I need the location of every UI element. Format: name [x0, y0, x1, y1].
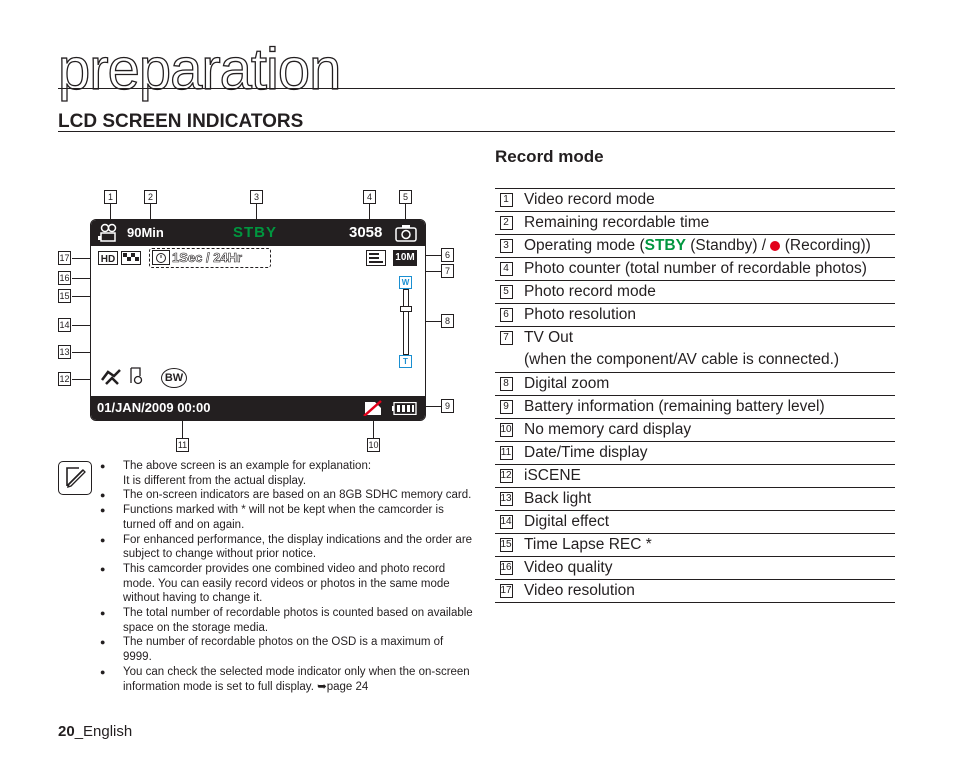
digital-effect-badge: BW [161, 368, 187, 388]
callout-number: 14 [59, 320, 70, 330]
legend-number: 3 [495, 235, 517, 257]
legend-row [495, 212, 895, 235]
video-camera-icon [98, 223, 120, 243]
callout-leader [373, 418, 374, 438]
section-title: LCD SCREEN INDICATORS [58, 111, 304, 132]
legend-number: 16 [500, 562, 512, 574]
callout-number: 4 [363, 190, 376, 204]
zoom-wide-label: W [399, 276, 412, 289]
legend-row [495, 580, 895, 603]
legend-row [495, 396, 895, 419]
stby-label: STBY [644, 237, 686, 254]
video-quality-icon [121, 251, 141, 265]
callout-number: 7 [441, 264, 454, 278]
legend-number: 7 [495, 327, 517, 349]
legend-row [495, 188, 895, 212]
iscene-icon [98, 366, 126, 388]
legend-number: 14 [500, 516, 512, 528]
page-number: 20 [58, 723, 75, 740]
callout-number: 1 [104, 190, 117, 204]
note-item: ● The on-screen indicators are based on an 8GB SDHC memory card. [100, 488, 475, 503]
record-mode-title: Record mode [495, 147, 604, 166]
zoom-handle[interactable] [400, 306, 412, 312]
zoom-tele-label: T [399, 355, 412, 368]
time-lapse-value: 1Sec / 24Hr [172, 250, 243, 265]
legend-row [495, 281, 895, 304]
legend-row [495, 327, 895, 373]
callout-number: 11 [177, 440, 188, 450]
footer-language: _English [74, 723, 133, 740]
page-footer [58, 723, 132, 740]
chapter-divider [58, 88, 895, 89]
legend-text: Video record mode [524, 191, 655, 208]
lcd-bottom-bar [91, 396, 425, 420]
legend-table [495, 188, 895, 603]
legend-row [495, 419, 895, 442]
legend-number: 1 [495, 189, 517, 211]
note-item: ● For enhanced performance, the display indications and the order are subject to change without prior notice. [100, 533, 475, 562]
callout-number: 5 [399, 190, 412, 204]
legend-row [495, 534, 895, 557]
hd-resolution-icon [98, 251, 118, 265]
legend-number: 6 [495, 304, 517, 326]
legend-row [495, 373, 895, 396]
legend-number: 15 [500, 539, 512, 551]
legend-text: Photo resolution [524, 306, 637, 323]
callout-number: 9 [441, 399, 454, 413]
lcd-top-bar [91, 220, 425, 246]
no-memory-card-icon [363, 400, 383, 416]
callout-number: 2 [144, 190, 157, 204]
legend-text: Digital zoom [524, 375, 610, 392]
legend-text: iSCENE [524, 467, 581, 484]
time-lapse-indicator [149, 248, 271, 268]
callout-number: 17 [59, 253, 70, 263]
legend-number: 9 [495, 396, 517, 418]
battery-icon [392, 402, 418, 415]
legend-number: 13 [500, 493, 512, 505]
legend-number: 11 [500, 447, 512, 459]
legend-text: Operating mode (STBY (Standby) / (Recording)) [524, 237, 871, 254]
callout-leader [182, 418, 183, 438]
note-icon [58, 461, 92, 495]
photo-camera-icon [395, 224, 417, 242]
legend-number: 5 [495, 281, 517, 303]
lcd-screen-example [90, 219, 426, 421]
legend-text: Back light [524, 490, 592, 507]
note-item: ● The number of recordable photos on the OSD is a maximum of 9999. [100, 635, 475, 664]
legend-text: Video resolution [524, 582, 635, 599]
legend-number: 4 [495, 258, 517, 280]
note-item: ● Functions marked with * will not be kept when the camcorder is turned off and on again. [100, 503, 475, 532]
legend-row [495, 442, 895, 465]
legend-number: 2 [495, 212, 517, 234]
callout-number: 3 [250, 190, 263, 204]
legend-row [495, 511, 895, 534]
callout-number: 12 [59, 374, 70, 384]
callout-number: 13 [59, 347, 70, 357]
legend-number: 12 [500, 470, 512, 482]
svg-text:HD: HD [100, 254, 116, 265]
legend-text: Photo counter (total number of recordable photos) [524, 260, 867, 277]
legend-row [495, 258, 895, 281]
note-item: ● The above screen is an example for explanation: It is different from the actual display. [100, 459, 475, 488]
legend-text: No memory card display [524, 421, 692, 438]
legend-number: 17 [500, 585, 512, 597]
photo-counter: 3058 [349, 224, 383, 241]
legend-text: Battery information (remaining battery level) [524, 398, 825, 415]
callout-number: 15 [59, 291, 70, 301]
callout-number: 10 [368, 440, 379, 450]
back-light-icon [128, 366, 144, 386]
chapter-title: preparation [58, 37, 341, 102]
tv-out-icon [366, 250, 386, 266]
legend-text: TV Out (when the component/AV cable is connected.) [524, 329, 840, 368]
legend-text: Digital effect [524, 513, 610, 530]
callout-number: 6 [441, 248, 454, 262]
remaining-time: 90Min [127, 225, 164, 240]
legend-number: 8 [495, 373, 517, 395]
zoom-bar[interactable] [403, 289, 409, 355]
recording-dot-icon [770, 241, 780, 251]
legend-text: Photo record mode [524, 283, 656, 300]
photo-resolution-badge: 10M [393, 250, 417, 266]
legend-row [495, 235, 895, 258]
legend-row [495, 557, 895, 580]
legend-row [495, 304, 895, 327]
note-item: ● The total number of recordable photos is counted based on available space on the storage media. [100, 606, 475, 635]
time-lapse-icon [152, 250, 170, 265]
callout-number: 16 [59, 273, 70, 283]
legend-text: Video quality [524, 559, 613, 576]
legend-text: Date/Time display [524, 444, 648, 461]
section-divider [58, 131, 895, 132]
date-time-display: 01/JAN/2009 00:00 [97, 400, 211, 415]
legend-text: Time Lapse REC * [524, 536, 652, 553]
notes-list [100, 459, 475, 694]
status-standby: STBY [233, 224, 278, 241]
note-item: ● This camcorder provides one combined video and photo record mode. You can easily record videos or photos in the same mode without having to change it. [100, 562, 475, 606]
note-item: ● You can check the selected mode indicator only when the on-screen information mode is set to full display. ➥page 24 [100, 665, 475, 694]
legend-row [495, 465, 895, 488]
legend-number: 10 [500, 424, 512, 436]
legend-text: Remaining recordable time [524, 214, 710, 231]
callout-number: 8 [441, 314, 454, 328]
legend-row [495, 488, 895, 511]
